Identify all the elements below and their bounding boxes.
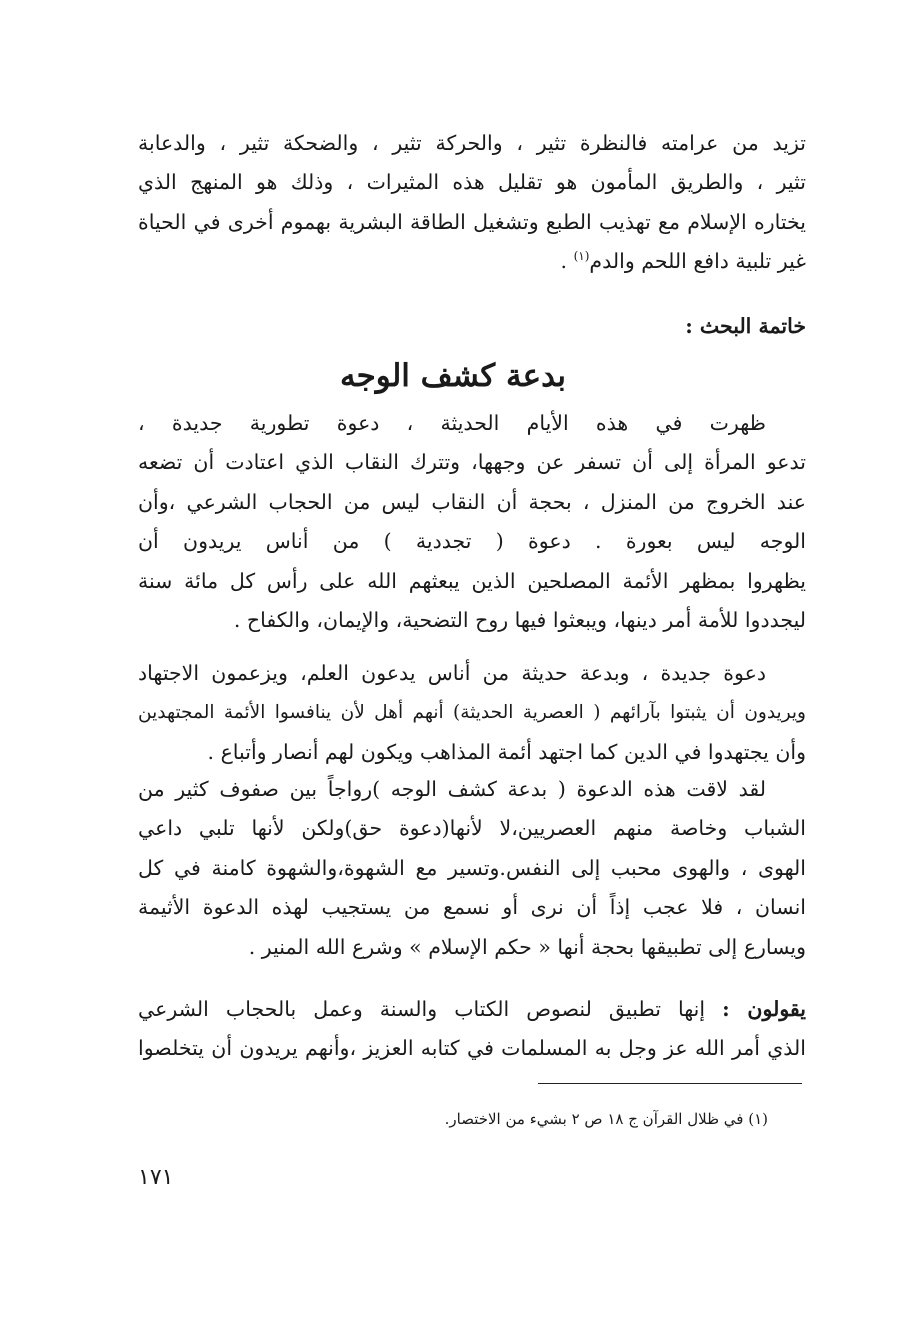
text-line: دعوة جديدة ، وبدعة حديثة من أناس يدعون العلم، ويزعمون الاجتهاد xyxy=(138,661,766,685)
text-line: يختاره الإسلام مع تهذيب الطبع وتشغيل الطاقة البشرية بهموم أخرى في الحياة xyxy=(138,209,806,234)
text-line: يظهروا بمظهر الأئمة المصلحين الذين يبعثهم الله على رأس كل مائة سنة xyxy=(138,568,806,593)
text-line: ويريدون أن يثبتوا بآرائهم ( العصرية الحديثة) أنهم أهل لأن ينافسوا الأئمة المجتهدين xyxy=(138,702,806,724)
text-line: انسان ، فلا عجب إذاً أن نرى أو نسمع من يستجيب لهذه الدعوة الأثيمة xyxy=(138,895,806,920)
section-label: خاتمة البحث : xyxy=(685,314,806,338)
text-line: إنها تطبيق لنصوص الكتاب والسنة وعمل بالحجاب الشرعي xyxy=(138,997,723,1021)
footnote: (١) في ظلال القرآن ج ١٨ ص ٢ بشيء من الاختصار. xyxy=(444,1110,768,1128)
lead-word: يقولون : xyxy=(722,997,806,1021)
text-line: لقد لاقت هذه الدعوة ( بدعة كشف الوجه )رواجاً بين صفوف كثير من xyxy=(138,777,766,801)
text-line: ليجددوا للأمة أمر دينها، ويبعثوا فيها روح التضحية، والإيمان، والكفاح . xyxy=(233,608,806,633)
text-line: الوجه ليس بعورة . دعوة ( تجددية ) من أناس يريدون أن xyxy=(138,529,806,554)
intro-paragraph xyxy=(138,124,806,282)
text-line: الذي أمر الله عز وجل به المسلمات في كتابه العزيز ،وأنهم يريدون أن يتخلصوا xyxy=(138,1036,806,1061)
paragraph-1 xyxy=(138,404,806,640)
text-line-first xyxy=(138,990,806,1029)
text-line: تزيد من عرامته فالنظرة تثير ، والحركة تثير ، والضحكة تثير ، والدعابة xyxy=(138,131,806,155)
text-line: الشباب وخاصة منهم العصريين،لا لأنها(دعوة حق)ولكن لأنها تلبي داعي xyxy=(138,816,806,841)
end-punctuation: . xyxy=(560,249,574,274)
page-number: ١٧١ xyxy=(138,1165,174,1190)
paragraph-4 xyxy=(138,990,806,1069)
text-line-last xyxy=(138,242,806,281)
text-line: تثير ، والطريق المأمون هو تقليل هذه المثيرات ، وذلك هو المنهج الذي xyxy=(138,170,806,195)
paragraph-2 xyxy=(138,654,806,772)
text-line: تدعو المرأة إلى أن تسفر عن وجهها، وتترك النقاب الذي اعتادت أن تضعه xyxy=(138,450,806,475)
paragraph-3 xyxy=(138,770,806,967)
text-line: ويسارع إلى تطبيقها بحجة أنها « حكم الإسلام » وشرع الله المنير . xyxy=(248,934,806,959)
text-line: غير تلبية دافع اللحم والدم xyxy=(589,249,806,274)
chapter-title: بدعة كشف الوجه xyxy=(340,358,566,394)
text-line: الهوى ، والهوى محبب إلى النفس.وتسير مع الشهوة،والشهوة كامنة في كل xyxy=(138,855,806,880)
footnote-marker: (١) xyxy=(573,249,590,264)
footnote-divider xyxy=(538,1083,802,1084)
text-line: عند الخروج من المنزل ، بحجة أن النقاب ليس من الحجاب الشرعي ،وأن xyxy=(138,489,806,514)
text-line: وأن يجتهدوا في الدين كما اجتهد أئمة المذاهب ويكون لهم أنصار وأتباع . xyxy=(207,739,806,764)
text-line: ظهرت في هذه الأيام الحديثة ، دعوة تطورية جديدة ، xyxy=(138,411,766,435)
